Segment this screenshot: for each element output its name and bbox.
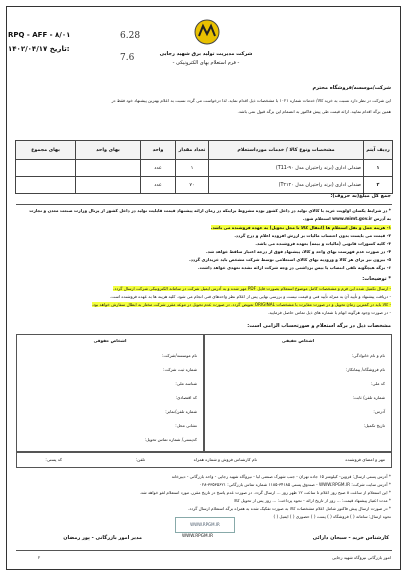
person-field[interactable]: شماره تلفن/ ثابت: [352,395,385,400]
company-name: شرکت مدیریت تولید برق شهید رجایی [159,51,253,57]
person-field[interactable]: تاریخ تکمیل: [363,423,385,428]
footer-line: * آدرس سایت شرکت: WWW.RPGM.IR - صندوق پستی ۳۴۱۸۵-۱۱۸۵ شماره تماس بازرگانی: ۳۳۵۳۵۶۲۱-۰۲۸ [199,482,391,487]
legal-field[interactable]: نام موسسه/شرکت: [161,353,197,358]
note-detail: - ارسال تکمیل شده این فرم و مشخصات کامل موضوع استعلام بصورت فایل PDF مهر شده و به آدرس ایمیل شرکت در سامانه الکترونیکی شرکت ارسال گردد. [113,286,391,291]
note-line: ۴- در صورت عدم فهرست بهای واحد و کالا، پیشنهاد فوق از درجه اعتبار ساقط خواهد شد. [206,249,391,254]
table-row [16,177,393,194]
footer-line: * در صورت ارسال پیش فاکتور شامل اعلام مشخصات کالا به صورت تفکیک شده به همراه برگه استعلام ارسال گردد. [187,506,391,511]
items-table [15,140,393,194]
commerce-manager-signer: مدیر امور بازرگانی - پور رمضان [63,535,142,541]
form-date: ۱۴۰۲/۰۴/۱۷ تاریخ: [8,45,70,53]
send-method-line: نحوه ارسال: سامانه ( ) فروشگاه ( ) پست ( ) حضوری ( ) ایمیل ( ) [273,514,391,519]
row-quantity: ۷٠ [176,177,209,194]
person-field[interactable]: نام و نام خانوادگی: [351,353,385,358]
sum-in-words-label: جمع کل مبلغ(به حروف): [330,193,391,199]
office-name: امور بازرگانی نیروگاه شهید رجایی [332,555,391,560]
legal-field[interactable]: شناسه ملی: [175,381,197,386]
note-line: ۵- بیرون نیز برای هر کالا و ورودیه بهای کالای استعلامی توسط شرکت مشخص باید خریداری گردد. [189,257,391,262]
form-title: - فرم استعلام بهای الکترونیکی - [172,60,240,66]
row-description: صندلی اداری (برند راحتیران مدل T۲۱۲٠) [209,177,364,194]
divider [16,204,392,205]
col-quantity: تعداد مقدار [176,141,209,160]
site-address: WWW.RPGM.IR [182,533,214,538]
company-logo-icon [190,18,224,46]
note-detail: - در صورت وجود هرگونه ابهام با شماره های ذیل تماس حاصل فرمایید. [267,310,391,315]
row-total-price[interactable] [16,177,76,194]
col-description: مشخصات ونوع کالا / خدمات مورداستعلام [209,141,364,160]
website-stamp: WWW.RPGM.IR [175,517,235,533]
col-unit-price: بهای واحد [76,141,141,160]
addressee: شرکت/موسسه/فروشگاه محترم [312,85,391,91]
footer-line: * مدت اعتبار پیشنهاد قیمت: ... روز از تاریخ ارائه - نحوه پرداخت: ... روز پس از تحویل کالا [233,498,391,503]
row-description: صندلی اداری (برند راحتیران مدل ۹٠-T11) [209,160,364,177]
table-header-row [16,141,393,160]
note-line: ۱- هزینه حمل و نقل استعلام ها (انتقال کالا تا محل تحویل) به عهده فروشنده می باشد. [210,225,391,230]
legal-field[interactable]: کد اقتصادی: [175,395,197,400]
row-unit-price[interactable] [76,177,141,194]
footer-line: * آدرس پستی ارسال: قزوین- کیلومتر ۱۵ جاده تهران - جنب شهرک صنعتی لیا - نیروگاه شهید رجایی - واحد بازرگانی - دبیرخانه [171,474,391,479]
col-total-price: بهای مجموع [16,141,76,160]
person-field[interactable]: کد ملی: [370,381,385,386]
note-line: ۶- برگه هیچگونه تلقی انتصاب یا بیس برداشتی در وجه شرکت ارائه نشده تعهدی خواهد داشت. [198,265,391,270]
notes-title: * توضیحات: [362,276,391,282]
legal-field[interactable]: شماره ثبت شرکت: [163,367,197,372]
table-row [16,160,393,177]
handwritten-note-1: 6.28 [120,31,141,41]
form-code: RPQ - AFF - ٨/٠١ [8,31,71,39]
note-detail: - کالا باید در کمترین زمان تحویل و در صورت مغایرت با مشخصات ORIGINAL تعویض گردد. در صورت عدم تحویل در موعد مقرر شرکت مختار به ابطال سفارش خواهد بود. [91,302,391,307]
handwritten-note-2: 7.6 [120,53,135,63]
col-unit: واحد [141,141,176,160]
legal-field[interactable]: نشانی محل: [175,423,197,428]
footer-line: * این استعلام از ساعت ۸ صبح روز اعلام تا ساعت ۱۲ ظهر روز ... ارسال گردد. در صورت عدم پاسخ در تاریخ مقرر، مورد استعلام لغو خواهد شد. [139,490,391,495]
row-index: ۲ [364,177,393,194]
phone-label: تلفن: [135,457,145,462]
postal-code-label: کد پستی: [45,457,62,462]
note-line: ۳- کلیه کسورات قانونی (مالیات و بیمه) بعهده فروشنده می باشد. [255,241,391,246]
row-unit: عدد [141,160,176,177]
legal-entity-box [16,334,204,452]
col-index: ردیف آیتم [364,141,393,160]
person-field[interactable]: نام فروشگاه/ پیمانکار: [345,367,385,372]
row-total-price[interactable] [16,160,76,177]
natural-person-title: اشخاص حقیقی [281,338,315,343]
intro-line-1: این شرکت در نظر دارد نسبت به خرید کالا/ خدمات شماره ۱۰۲۱ با مشخصات ذیل اقدام نماید. لذا درخواست می گردد نسبت به اعلام بهترین پیشنهاد خود فقط در [111,98,391,103]
row-quantity: ۱ [176,160,209,177]
supplier-info-title: مشخصات ذیل در برگه استعلام و صورتحساب الزامی است: [247,323,391,329]
note-line: به آدرس www.mimt.gov.ir استعلام شود. [302,216,391,221]
seller-seal-label: مهر و امضای فروشنده [345,457,385,462]
note-line: ۲- قیمت می بایست بدون احتساب مالیات بر ارزش افزوده اعلام و درج گردد. [234,233,391,238]
legal-field[interactable]: کدپستی/ شماره تماس تحویل: [144,437,197,442]
note-line: * در شرایط یکسان اولویت خرید با کالای تولید در داخل کشور بوده مشروط براینکه در زمان ارائه پیشنهاد قیمت قابلیت تولید در داخل کشور از پرتال وزارت صنعت معدن و تجارت [29,208,391,213]
row-index: ۱ [364,160,393,177]
legal-field[interactable]: شماره تلفن/نمابر: [165,409,197,414]
sales-expert-label: نام کارشناس فروش و شماره همراه [193,457,257,462]
purchase-expert-signer: کارشناس خرید - سبحان دارائی [312,535,389,541]
bottom-divider [16,550,392,551]
natural-person-box [204,334,392,452]
intro-line-2: همین برگه اقدام نمایید. ارائه قیمت طی پیش فاکتور به انضمام این برگه قبول نمی باشد. [237,109,391,114]
person-field[interactable]: آدرس: [373,409,385,414]
legal-entity-title: اشخاص حقوقی [93,338,127,343]
row-unit-price[interactable] [76,160,141,177]
row-unit: عدد [141,177,176,194]
note-detail: - دریافت پیشنهاد و تأیید آن به منزله تأیید فنی و قیمت نیست و بررسی نهایی پس از اعلام نظر واحدهای فنی انجام می شود. کلیه هزینه ها به عهده فروشنده است. [109,294,391,299]
page-number: ۲ [38,555,41,560]
